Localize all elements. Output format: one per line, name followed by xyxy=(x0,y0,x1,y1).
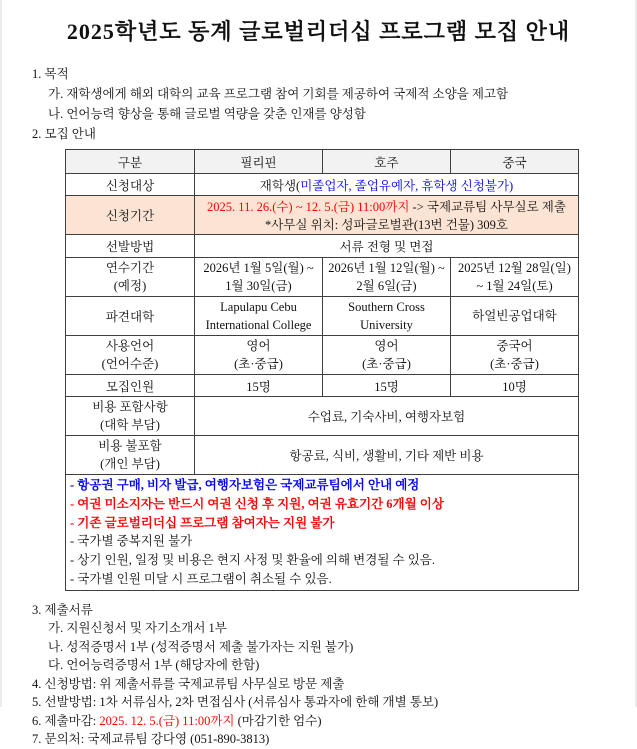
row-label-apply-period: 신청기간 xyxy=(66,196,195,235)
apply-period-value xyxy=(195,196,579,235)
section-purpose xyxy=(32,64,605,144)
section-bottom xyxy=(32,601,605,749)
documents-item: 다. 언어능력증명서 1부 (해당자에 한함) xyxy=(48,658,260,673)
note-line xyxy=(70,570,574,589)
selection-method-line: 5. 선발방법: 1차 서류심사, 2차 면접심사 (서류심사 통과자에 한해 개별 통보) xyxy=(32,695,439,710)
row-label-duration: 연수기간 (예정) xyxy=(66,258,195,297)
capacity-china: 10명 xyxy=(451,375,579,397)
note-line xyxy=(70,495,574,514)
university-australia: Southern Cross University xyxy=(323,297,451,336)
table-row-selection-method xyxy=(66,235,579,258)
table-row-apply-target xyxy=(66,174,579,196)
contact-line: 7. 문의처: 국제교류팀 강다영 (051-890-3813) xyxy=(32,732,270,747)
note-text: - 항공권 구매, 비자 발급, 여행자보험은 국제교류팀에서 안내 예정 xyxy=(70,478,420,492)
table-row-cost-excluded xyxy=(66,436,579,475)
row-label-university: 파견대학 xyxy=(66,297,195,336)
documents-item: 가. 지원신청서 및 자기소개서 1부 xyxy=(48,621,227,636)
documents-item: 나. 성적증명서 1부 (성적증명서 제출 불가자는 지원 불가) xyxy=(48,639,354,654)
language-australia: 영어 (초·중급) xyxy=(323,336,451,375)
documents-heading: 3. 제출서류 xyxy=(32,602,93,617)
column-header-australia: 호주 xyxy=(323,150,451,174)
apply-period-date: 2025. 11. 26.(수) ~ 12. 5.(금) 11:00까지 xyxy=(207,200,410,214)
row-label-cost-included: 비용 포함사항 (대학 부담) xyxy=(66,397,195,436)
recruitment-table xyxy=(65,149,579,591)
column-header-china: 중국 xyxy=(451,150,579,174)
column-header-philippines: 필리핀 xyxy=(195,150,323,174)
selection-method-value: 서류 전형 및 면접 xyxy=(195,235,579,258)
table-row-capacity xyxy=(66,375,579,397)
table-row-apply-period xyxy=(66,196,579,235)
row-label-selection-method: 선발방법 xyxy=(66,235,195,258)
purpose-item: 가. 재학생에게 해외 대학의 교육 프로그램 참여 기회를 제공하여 국제적 소양을 제고함 xyxy=(48,87,509,101)
apply-target-black: 재학생( xyxy=(259,178,301,193)
note-line xyxy=(70,551,574,570)
duration-philippines: 2026년 1월 5일(월) ~ 1월 30일(금) xyxy=(195,258,323,297)
row-label-capacity: 모집인원 xyxy=(66,375,195,397)
apply-method-line: 4. 신청방법: 위 제출서류를 국제교류팀 사무실로 방문 제출 xyxy=(32,676,345,691)
deadline-prefix: 6. 제출마감: xyxy=(32,713,100,728)
column-header-category: 구분 xyxy=(66,150,195,174)
table-row-university xyxy=(66,297,579,336)
apply-period-line1 xyxy=(199,197,574,215)
deadline-suffix: (마감기한 엄수) xyxy=(234,713,322,728)
purpose-heading: 1. 목적 xyxy=(32,67,69,81)
deadline-date: 2025. 12. 5.(금) 11:00까지 xyxy=(99,713,235,728)
table-row-language xyxy=(66,336,579,375)
deadline-line xyxy=(32,712,605,731)
apply-period-line2: *사무실 위치: 성파글로벌관(13번 건물) 309호 xyxy=(265,218,508,232)
note-text: - 국가별 중복지원 불가 xyxy=(70,534,193,549)
row-label-cost-excluded: 비용 불포함 (개인 부담) xyxy=(66,436,195,475)
note-line xyxy=(70,514,574,533)
note-line xyxy=(70,476,574,495)
note-line xyxy=(70,532,574,551)
university-philippines: Lapulapu Cebu International College xyxy=(195,297,323,336)
apply-target-value xyxy=(195,174,579,196)
capacity-australia: 15명 xyxy=(323,375,451,397)
row-label-language: 사용언어 (언어수준) xyxy=(66,336,195,375)
recruit-heading: 2. 모집 안내 xyxy=(32,127,96,141)
cost-excluded-value: 항공료, 식비, 생활비, 기타 제반 비용 xyxy=(195,436,579,475)
page-title: 2025학년도 동계 글로벌리더십 프로그램 모집 안내 xyxy=(66,19,571,44)
note-text: - 기존 글로벌리더십 프로그램 참여자는 지원 불가 xyxy=(70,515,335,530)
table-row-cost-included xyxy=(66,397,579,436)
note-text: - 여권 미소지자는 반드시 여권 신청 후 지원, 여권 유효기간 6개월 이상 xyxy=(70,496,444,511)
note-text: - 상기 인원, 일정 및 비용은 현지 사정 및 환율에 의해 변경될 수 있음. xyxy=(70,553,435,568)
university-china: 하얼빈공업대학 xyxy=(451,297,579,336)
table-row-notes xyxy=(66,475,579,591)
capacity-philippines: 15명 xyxy=(195,375,323,397)
duration-australia: 2026년 1월 12일(월) ~ 2월 6일(금) xyxy=(323,258,451,297)
language-philippines: 영어 (초·중급) xyxy=(195,336,323,375)
row-label-apply-target: 신청대상 xyxy=(66,174,195,196)
language-china: 중국어 (초·중급) xyxy=(451,336,579,375)
cost-included-value: 수업료, 기숙사비, 여행자보험 xyxy=(195,397,579,436)
notes-cell xyxy=(66,475,579,591)
duration-china: 2025년 12월 28일(일) ~ 1월 24일(토) xyxy=(451,258,579,297)
note-text: - 국가별 인원 미달 시 프로그램이 취소될 수 있음. xyxy=(70,571,332,586)
table-row-duration xyxy=(66,258,579,297)
apply-target-blue: 미졸업자, 졸업유예자, 휴학생 신청불가) xyxy=(300,178,514,193)
table-header-row xyxy=(66,150,579,174)
apply-period-submit-to: -> 국제교류팀 사무실로 제출 xyxy=(409,200,566,214)
purpose-item: 나. 언어능력 향상을 통해 글로벌 역량을 갖춘 인재를 양성함 xyxy=(48,107,366,121)
